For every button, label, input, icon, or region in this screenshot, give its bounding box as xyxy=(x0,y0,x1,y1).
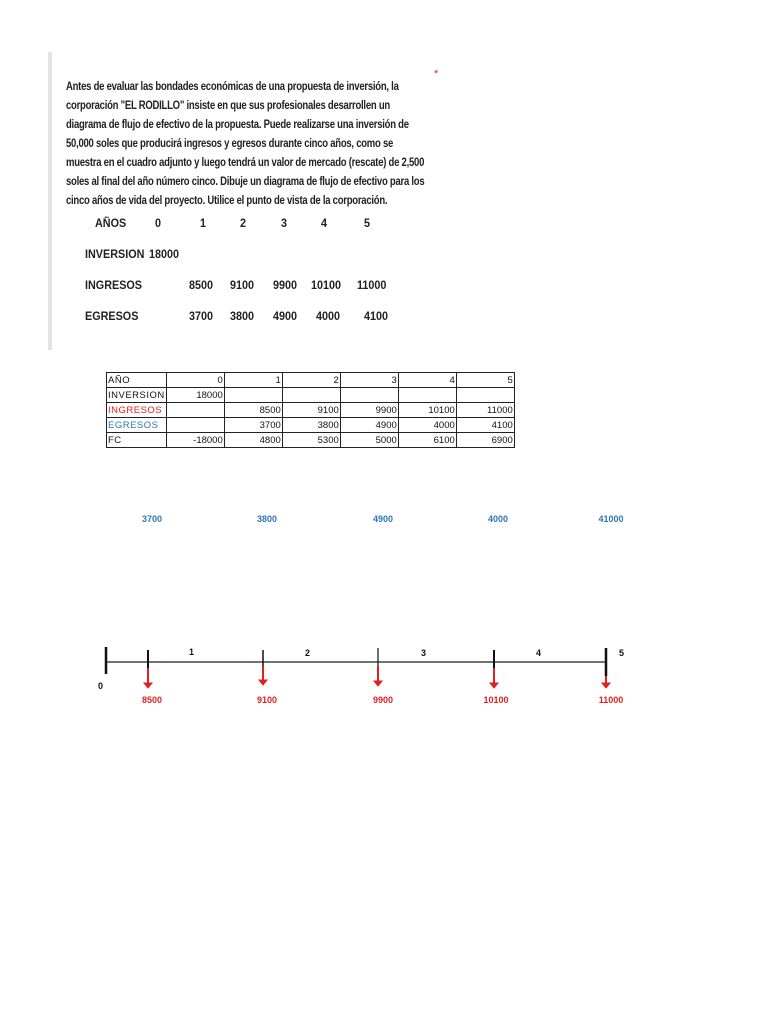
arrow-head-icon xyxy=(259,680,267,685)
cell: 6900 xyxy=(456,433,514,448)
cell: FC xyxy=(107,433,167,448)
cell: -18000 xyxy=(166,433,224,448)
cell: 10100 xyxy=(398,403,456,418)
arrow-head-icon xyxy=(602,683,610,688)
cell: INVERSION xyxy=(108,389,165,401)
q-header: 5 xyxy=(364,216,371,230)
ingreso-label: 8500 xyxy=(141,695,163,705)
egreso-label: 4000 xyxy=(487,514,509,524)
egreso-label: 3700 xyxy=(141,514,163,524)
period-label: 3 xyxy=(421,648,427,658)
q-cell: 4000 xyxy=(316,309,341,323)
ingreso-label: 9900 xyxy=(372,695,394,705)
cell: 1 xyxy=(224,373,282,388)
cell: 3 xyxy=(340,373,398,388)
period-label: 5 xyxy=(619,648,625,658)
cell: 18000 xyxy=(166,388,224,403)
q-cell: 9900 xyxy=(273,278,298,292)
cell: 4900 xyxy=(340,418,398,433)
q-cell: 8500 xyxy=(189,278,214,292)
cell: 9100 xyxy=(282,403,340,418)
q-cell: 3800 xyxy=(230,309,255,323)
period-label: 4 xyxy=(536,648,542,658)
ingreso-label: 9100 xyxy=(256,695,278,705)
egreso-label: 3800 xyxy=(256,514,278,524)
arrow-head-icon xyxy=(490,683,498,688)
cell: 5 xyxy=(456,373,514,388)
cell: 3700 xyxy=(224,418,282,433)
q-cell: 11000 xyxy=(357,278,387,292)
ingreso-label: 10100 xyxy=(483,695,509,705)
q-header: 3 xyxy=(281,216,288,230)
required-mark: * xyxy=(434,68,439,80)
cell: 4100 xyxy=(456,418,514,433)
cell: 0 xyxy=(166,373,224,388)
q-header: 1 xyxy=(200,216,207,230)
cell: 6100 xyxy=(398,433,456,448)
cell: 9900 xyxy=(340,403,398,418)
cell: 4 xyxy=(398,373,456,388)
q-header: 2 xyxy=(240,216,247,230)
q-header: AÑOS xyxy=(95,216,127,230)
q-cell: 4100 xyxy=(364,309,389,323)
cell: INGRESOS xyxy=(107,403,167,418)
cell: 3800 xyxy=(282,418,340,433)
cell: 5000 xyxy=(340,433,398,448)
q-label: INVERSION xyxy=(85,247,145,261)
cell: EGRESOS xyxy=(107,418,167,433)
egreso-label: 41000 xyxy=(598,514,624,524)
q-cell: 10100 xyxy=(311,278,342,292)
q-cell: 3700 xyxy=(189,309,214,323)
question-text: Antes de evaluar las bondades económicas de una propuesta de inversión, la corporación "EL RODILLO" insiste en que sus profesionales desarrollen un diagrama de flujo de efectivo de la propuesta. Puede realizarse una inversión de 50,000 soles que producirá ingresos y egresos durante cinco años, como se muestra en el cuadro adjunto y luego tendrá un valor de mercado (rescate) de 2,500 soles al final del año número cinco. Dibuje un diagrama de flujo de efectivo para los cinco años de vida del proyecto. Utilice el punto de vista de la corporación. xyxy=(66,80,425,207)
q-label: INGRESOS xyxy=(85,278,143,292)
cell: 4800 xyxy=(224,433,282,448)
cell: 8500 xyxy=(224,403,282,418)
arrow-head-icon xyxy=(144,683,152,688)
origin-label: 0 xyxy=(98,681,104,691)
q-cell: 4900 xyxy=(273,309,298,323)
cell: AÑO xyxy=(107,373,167,388)
arrow-head-icon xyxy=(374,681,382,686)
ingreso-label: 11000 xyxy=(598,695,624,705)
q-header: 4 xyxy=(321,216,328,230)
cell: 11000 xyxy=(456,403,514,418)
period-label: 1 xyxy=(189,647,195,657)
q-cell: 18000 xyxy=(149,247,180,261)
q-label: EGRESOS xyxy=(85,309,139,323)
cell: 5300 xyxy=(282,433,340,448)
egreso-label: 4900 xyxy=(372,514,394,524)
cell: 2 xyxy=(282,373,340,388)
period-label: 2 xyxy=(305,648,311,658)
q-header: 0 xyxy=(155,216,162,230)
q-cell: 9100 xyxy=(230,278,255,292)
cell: 4000 xyxy=(398,418,456,433)
